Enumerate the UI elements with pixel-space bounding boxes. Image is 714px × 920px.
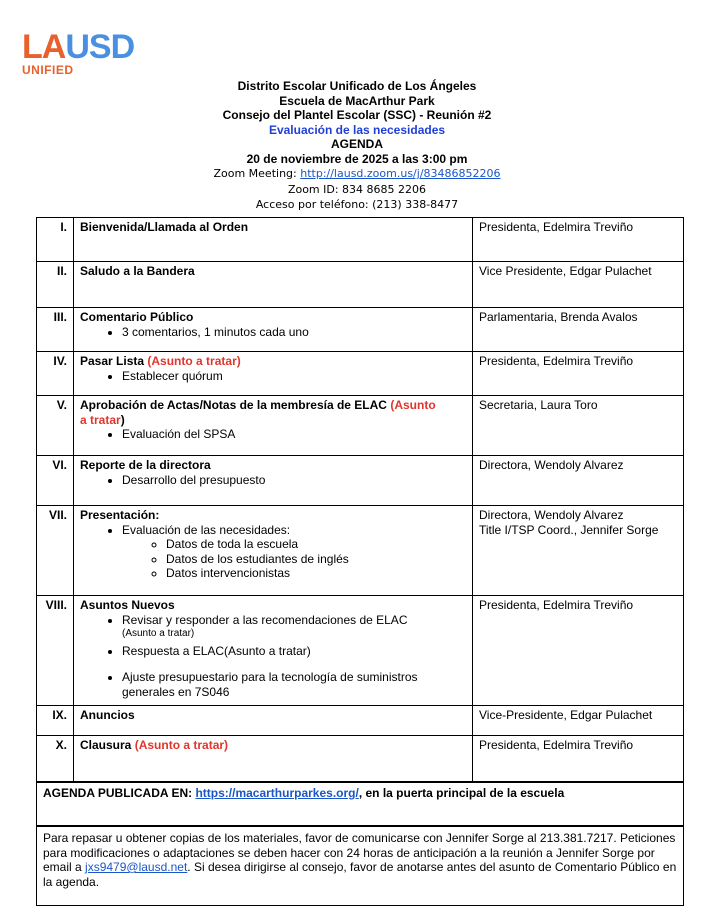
item-number: I.	[37, 218, 74, 262]
action-tag-close: )	[120, 412, 125, 427]
bullet-item: • Establecer quórum	[122, 369, 466, 384]
item-number: VIII.	[37, 596, 74, 706]
zoom-label: Zoom Meeting:	[213, 167, 301, 180]
item-content	[74, 456, 473, 506]
item-title: Anuncios	[80, 708, 135, 722]
sub-bullet-list	[80, 537, 466, 581]
item-number: VI.	[37, 456, 74, 506]
action-tag: (Asunto a tratar)	[134, 738, 229, 752]
agenda-row	[37, 352, 684, 396]
bullet-item: • Evaluación del SPSA	[122, 427, 466, 442]
action-tag-open: (Asunto	[390, 398, 436, 412]
item-number: X.	[37, 736, 74, 782]
item-content	[74, 262, 473, 308]
phone-access: Acceso por teléfono: (213) 338-8477	[255, 198, 459, 211]
item-presenter: Presidenta, Edelmira Treviño	[473, 218, 684, 262]
agenda-row	[37, 308, 684, 352]
logo-letter-a: A	[41, 28, 66, 66]
info-text-2: . Si desea dirigirse al consejo, favor de anotarse antes del asunto de Comentario Público en la agenda.	[43, 860, 677, 889]
item-content	[74, 596, 473, 706]
item-content	[74, 308, 473, 352]
sub-bullet-item: ◦ Datos de los estudiantes de inglés	[166, 552, 466, 567]
meeting-date: 20 de noviembre de 2025 a las 3:00 pm	[246, 151, 468, 166]
bullet-item: • Evaluación de las necesidades:	[122, 523, 466, 538]
bullet-list	[80, 427, 466, 442]
agenda-heading: AGENDA	[330, 137, 383, 151]
item-number: IX.	[37, 706, 74, 736]
item-number: VII.	[37, 506, 74, 596]
item-title: Bienvenida/Llamada al Orden	[80, 220, 249, 234]
bullet-item: • Desarrollo del presupuesto	[122, 473, 466, 488]
bullet-list	[80, 473, 466, 488]
item-presenter: Presidenta, Edelmira Treviño	[473, 736, 684, 782]
website-link[interactable]: https://macarthurparkes.org/	[195, 786, 359, 800]
action-tag-rest: a tratar	[80, 412, 121, 427]
item-number: II.	[37, 262, 74, 308]
item-content	[74, 506, 473, 596]
agenda-row	[37, 262, 684, 308]
published-label: AGENDA PUBLICADA EN:	[43, 786, 196, 800]
item-number: IV.	[37, 352, 74, 396]
item-content	[74, 218, 473, 262]
zoom-link[interactable]: http://lausd.zoom.us/j/83486852206	[300, 167, 501, 180]
sub-bullet-item: ◦ Datos de toda la escuela	[166, 537, 466, 552]
presenter-1: Directora, Wendoly Alvarez	[479, 508, 624, 522]
item-content	[74, 352, 473, 396]
bullet-list	[80, 523, 466, 538]
item-presenter: Vice-Presidente, Edgar Pulachet	[473, 706, 684, 736]
sub-bullet-item: ◦ Datos intervencionistas	[166, 566, 466, 581]
item-presenter: Presidenta, Edelmira Treviño	[473, 352, 684, 396]
agenda-row	[37, 456, 684, 506]
item-presenter: Secretaria, Laura Toro	[473, 396, 684, 456]
agenda-table	[36, 217, 684, 782]
agenda-row	[37, 596, 684, 706]
agenda-row	[37, 396, 684, 456]
bullet-item	[122, 613, 466, 642]
action-tag: (Asunto a tratar)	[147, 354, 241, 368]
item-title: Asuntos Nuevos	[80, 598, 175, 612]
item-title: Pasar Lista	[80, 354, 145, 368]
presenter-2: Title I/TSP Coord., Jennifer Sorge	[479, 522, 659, 537]
bullet-item: • 3 comentarios, 1 minutos cada uno	[122, 325, 466, 340]
published-suffix: , en la puerta principal de la escuela	[358, 786, 565, 800]
bullet-list	[80, 613, 466, 700]
zoom-id: Zoom ID: 834 8685 2206	[287, 182, 427, 196]
item-content	[74, 706, 473, 736]
bullet-text: • Revisar y responder a las recomendaciones de ELAC	[122, 612, 408, 627]
item-presenter: Parlamentaria, Brenda Avalos	[473, 308, 684, 352]
item-content	[74, 396, 473, 456]
item-number: III.	[37, 308, 74, 352]
logo-letters-usd: USD	[65, 28, 135, 66]
item-presenter: Presidenta, Edelmira Treviño	[473, 596, 684, 706]
item-title: Reporte de la directora	[80, 458, 211, 472]
item-content	[74, 736, 473, 782]
agenda-row	[37, 736, 684, 782]
bullet-list	[80, 325, 466, 340]
info-text-1: Para repasar u obtener copias de los materiales, favor de comunicarse con Jennifer Sorge al 213.381.7217. Peticiones para modificaciones o adaptaciones se deben hacer con 24 horas de anticipación a la reunión a Jennifer Sorge por email a	[43, 831, 676, 874]
email-link[interactable]: jxs9479@lausd.net	[85, 860, 188, 874]
agenda-row	[37, 706, 684, 736]
item-title: Comentario Público	[80, 310, 194, 324]
contact-info	[36, 826, 684, 906]
lausd-logo	[22, 30, 172, 80]
district-name: Distrito Escolar Unificado de Los Ángeles	[237, 79, 477, 93]
zoom-meeting-line	[0, 166, 714, 182]
item-title: Saludo a la Bandera	[80, 264, 195, 278]
logo-letter-l: L	[22, 28, 42, 66]
item-presenter: Directora, Wendoly Alvarez	[473, 456, 684, 506]
item-presenter	[473, 506, 684, 596]
school-name: Escuela de MacArthur Park	[279, 93, 435, 108]
meeting-topic: Evaluación de las necesidades	[268, 122, 446, 137]
agenda-row	[37, 506, 684, 596]
bullet-item: • Ajuste presupuestario para la tecnología de suministros generales en 7S046	[122, 670, 466, 699]
agenda-row	[37, 218, 684, 262]
item-title: Presentación:	[80, 508, 160, 522]
document-header	[0, 79, 714, 213]
bullet-note: (Asunto a tratar)	[122, 628, 195, 639]
item-title: Aprobación de Actas/Notas de la membresía de ELAC	[80, 398, 387, 412]
item-title: Clausura	[80, 738, 132, 752]
item-presenter: Vice Presidente, Edgar Pulachet	[473, 262, 684, 308]
logo-unified: UNIFIED	[22, 63, 74, 77]
meeting-title: Consejo del Plantel Escolar (SSC) - Reunión #2	[222, 108, 492, 122]
item-number: V.	[37, 396, 74, 456]
bullet-list	[80, 369, 466, 384]
bullet-item: • Respuesta a ELAC(Asunto a tratar)	[122, 644, 466, 659]
published-notice	[36, 782, 684, 826]
